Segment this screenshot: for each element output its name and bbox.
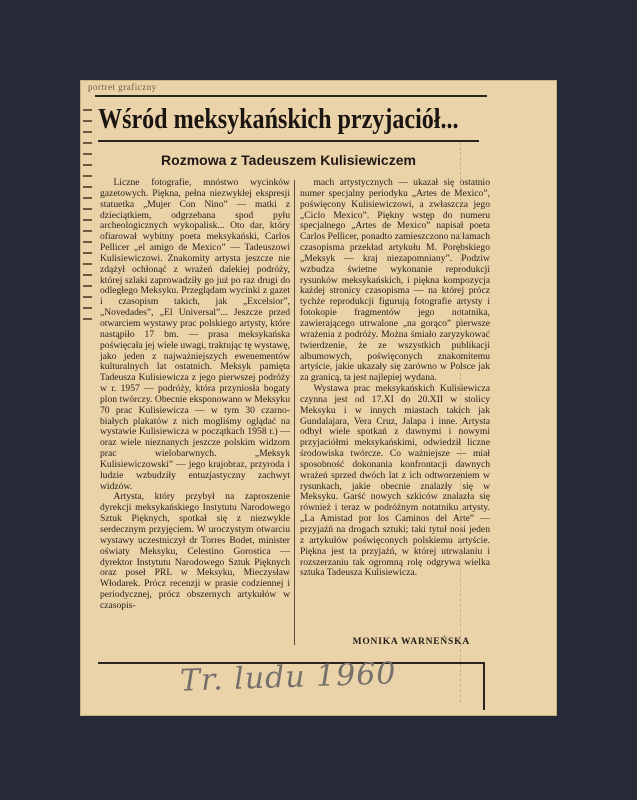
handwritten-annotation: Tr. ludu 1960 bbox=[179, 656, 397, 699]
column1-paragraph-1: Liczne fotografie, mnóstwo wycinków gazetowych. Piękna, pełna niezwykłej ekspresji statuetka „Mujer Con Nino” — matki z dzieciątkiem, odgrzebana spod pyłu archeologicznych wykopalisk... Oto dar, który ofiarował wybitny poeta meksykański, Carlos Pellicer „el amigo de Mexico” — Tadeuszowi Kulisiewiczowi. Znakomity artysta jeszcze nie zdążył ochłonąć z wrażeń dalekiej podróży, której szlaki zaprowadziły go już po raz drugi do odległego Meksyku. Przeglądam wycinki z gazet i czasopism takich, jak „Excelsior”, „Novedades”, „El Universal”... Jeszcze przed otwarciem wystawy prac polskiego artysty, które nastąpiło 17 bm. — prasa meksykańska poświęcała jej wiele uwagi, traktując tę wystawę, jako jeden z najważniejszych ewenementów kulturalnych lat ostatnich. Meksyk pamięta Tadeusza Kulisiewicza z jego pierwszej podróży w r. 1957 — podróży, która przyniosła bogaty plon twórczy. Obecnie eksponowano w Meksyku 70 prac Kulisiewicza — w tym 30 czarno-białych plakatów z nich mogliśmy oglądać na wystawie Kulisiewicza w początkach 1958 r.) — oraz wiele nieznanych jeszcze polskim widzom prac wielobarwnych. „Meksyk Kulisiewiczowski” — jego krajobraz, przyroda i ludzie wzbudziły entuzjastyczny zachwyt widzów. bbox=[100, 177, 290, 492]
article-column-1 bbox=[100, 178, 290, 612]
article-headline: Wśród meksykańskich przyjaciół... bbox=[98, 104, 459, 135]
column2-paragraph-1: mach artystycznych — ukazał się ostatnio numer specjalny periodyku „Artes de Mexico”, poświęcony Kulisiewiczowi, a zwłaszcza jego „Ciclo Mexico”. Piękny wstęp do numeru specjalnego „Artes de Mexico” napisał poeta Carlos Pellicer, ponadto zamieszczono na łamach czasopisma przekład artykułu M. Porębskiego „Meksyk — kraj niezapomniany”. Podziw wzbudza świetne wykonanie reprodukcji rysunków meksykańskich, i piękna kompozycja każdej stronicy czasopisma — na której prócz tychże reprodukcji figurują fotografie artysty i fotokopie fragmentów jego notatnika, zawierającego utrwalone „na gorąco” pierwsze wrażenia z podróży. Można śmiało zaryzykować twierdzenie, że ze wszystkich publikacji albumowych, poświęconych znakomitemu artyście, jakie ukazały się zarówno w Polsce jak za granicą, ta jest najlepiej wydana. bbox=[300, 177, 490, 384]
column2-paragraph-2: Wystawa prac meksykańskich Kulisiewicza czynna jest od 17.XI do 20.XII w stolicy Meksyku i w innych miastach takich jak Gundalajara, Vera Cruz, Jalapa i inne. Artysta odbył wiele spotkań z dawnymi i nowymi przyjaciółmi meksykańskimi, odwiedził liczne środowiska twórcze. Co ważniejsze — miał sposobność dokonania konfrontacji dawnych wrażeń sprzed dwóch lat z ich odtworzeniem w rysunkach, jakie obecnie znalazły się w Meksyku. Garść nowych szkiców znalazła się również i teraz w podróżnym notatniku artysty. „La Amistad por los Caminos del Arte” — przyjaźń na drogach sztuki; taki tytuł nosi jeden z artykułów poświęconych polskiemu artyście. Piękna jest ta przyjaźń, w której utrwalaniu i rozszerzaniu tak ogromną rolę odgrywa wielka sztuka Tadeusza Kulisiewicza. bbox=[300, 383, 490, 579]
subheadline-text: Rozmowa z Tadeuszem Kulisiewiczem bbox=[161, 152, 416, 168]
author-signature: MONIKA WARNEŃSKA bbox=[352, 637, 470, 647]
article-subheadline bbox=[80, 152, 557, 168]
column-divider bbox=[294, 180, 295, 645]
left-edge-marks bbox=[82, 100, 94, 720]
top-strip-text: portret graficzny bbox=[88, 82, 157, 92]
top-rule bbox=[95, 95, 487, 97]
newspaper-clipping bbox=[80, 80, 557, 716]
headline-rule bbox=[98, 140, 479, 142]
column1-paragraph-2: Artysta, który przybył na zaproszenie dyrekcji meksykańskiego Instytutu Narodowego Sztuk Pięknych, spotkał się z niezwykle serdecznym przyjęciem. W uroczystym otwarciu wystawy uczestniczył dr Torres Bodet, minister oświaty Meksyku, Celestino Gorostica — dyrektor Instytutu Narodowego Sztuk Pięknych oraz poseł PRL w Meksyku, Mieczysław Włodarek. Prócz recenzji w prasie codziennej i periodycznej, prócz obszernych artykułów w czasopis- bbox=[100, 491, 290, 611]
fold-mark bbox=[460, 142, 463, 702]
